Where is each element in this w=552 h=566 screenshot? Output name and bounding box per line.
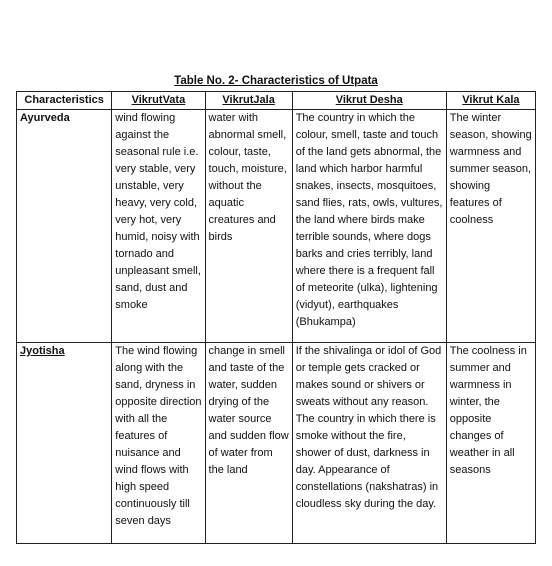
header-vikrut-vata (112, 92, 205, 110)
header-row (17, 92, 536, 110)
header-vikrut-jala (205, 92, 292, 110)
cell-jyotisha-jala: change in smell and taste of the water, sudden drying of the water source and sudden flow of water from the land (205, 343, 292, 544)
header-vikrut-kala-label: Vikrut Kala (462, 94, 520, 106)
characteristics-table (16, 91, 536, 544)
row-label-ayurveda: Ayurveda (17, 110, 112, 343)
cell-jyotisha-vata: The wind flowing along with the sand, dryness in opposite direction with all the features of nuisance and wind flows with high speed continuously till seven days (112, 343, 205, 544)
header-vikrut-jala-label: VikrutJala (222, 94, 275, 106)
cell-ayurveda-desha: The country in which the colour, smell, taste and touch of the land gets abnormal, the land which harbor harmful snakes, insects, mosquitoes, sand flies, rats, owls, vultures, the land where birds make terrible sounds, where dogs barks and cries terribly, land where there is a frequent fall of meteorite (ulka), lightening (vidyut), earthquakes (Bhukampa) (292, 110, 446, 343)
table-row (17, 110, 536, 343)
cell-jyotisha-kala: The coolness in summer and warmness in winter, the opposite changes of weather in all seasons (446, 343, 535, 544)
cell-ayurveda-jala: water with abnormal smell, colour, taste, touch, moisture, without the aquatic creatures and birds (205, 110, 292, 343)
header-vikrut-desha (292, 92, 446, 110)
header-vikrut-desha-label: Vikrut Desha (335, 94, 403, 106)
header-vikrut-kala (446, 92, 535, 110)
header-characteristics: Characteristics (17, 92, 112, 110)
row-label-jyotisha-text: Jyotisha (20, 345, 65, 357)
table-row (17, 343, 536, 544)
cell-ayurveda-vata: wind flowing against the seasonal rule i.e. very stable, very unstable, very heavy, very cold, very hot, very humid, noisy with tornado and unpleasant smell, sand, dust and smoke (112, 110, 205, 343)
table-title: Table No. 2- Characteristics of Utpata (174, 75, 378, 87)
header-vikrut-vata-label: VikrutVata (131, 94, 186, 106)
cell-jyotisha-desha: If the shivalinga or idol of God or temple gets cracked or makes sound or shivers or sweats without any reason. The country in which there is smoke without the fire, shower of dust, darkness in day. Appearance of constellations (nakshatras) in cloudless sky during the day. (292, 343, 446, 544)
row-label-jyotisha (17, 343, 112, 544)
cell-ayurveda-kala: The winter season, showing warmness and summer season, showing features of coolness (446, 110, 535, 343)
